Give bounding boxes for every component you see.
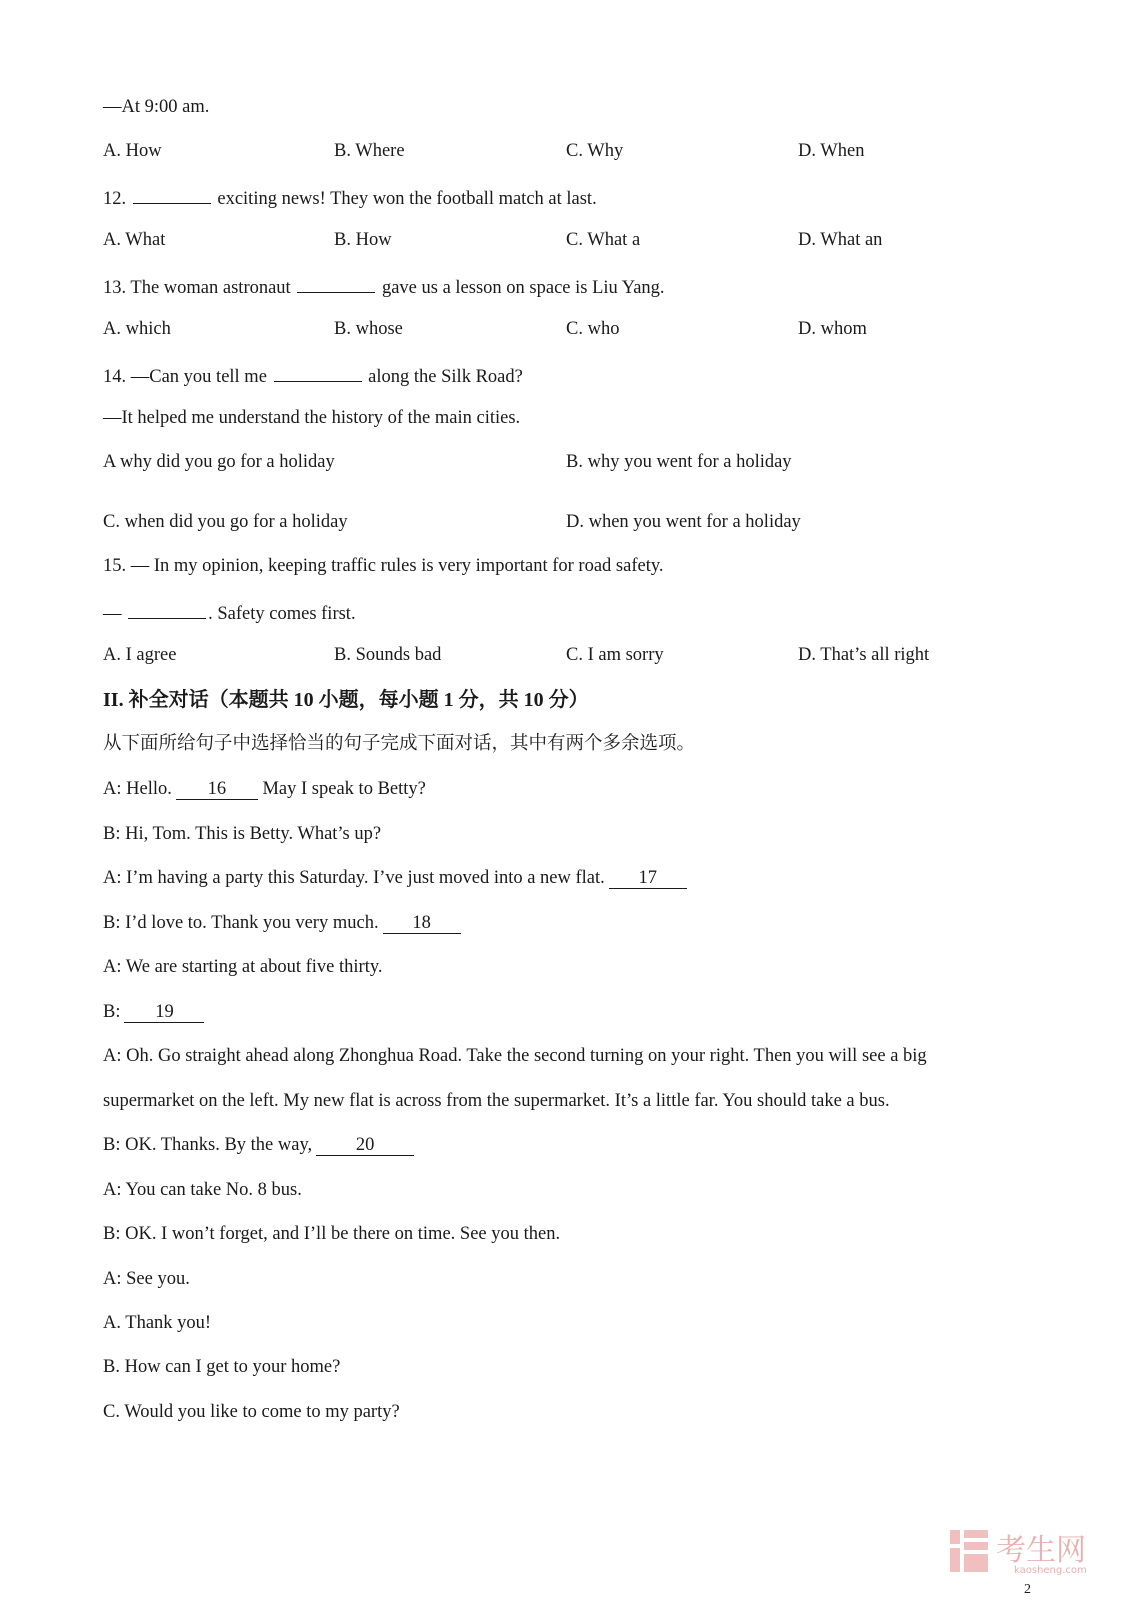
- section-instruction: 从下面所给句子中选择恰当的句子完成下面对话，其中有两个多余选项。: [103, 734, 696, 754]
- dialogue-line-4-pre: B: I’d love to. Thank you very much.: [103, 913, 379, 933]
- q11-option-c: C. Why: [566, 141, 624, 161]
- dialogue-line-4: [103, 914, 461, 934]
- watermark-logo: [948, 1528, 1108, 1576]
- q14-pre: 14. —Can you tell me: [103, 367, 267, 387]
- q11-answer-line: —At 9:00 am.: [103, 97, 210, 117]
- dialogue-line-1-pre: A: Hello.: [103, 779, 172, 799]
- q14-answer-line: —It helped me understand the history of the main cities.: [103, 408, 521, 428]
- q13-option-d: D. whom: [798, 319, 867, 339]
- q12-option-d: D. What an: [798, 230, 883, 250]
- q15-dash: —: [103, 604, 122, 624]
- q14-blank: [274, 365, 362, 382]
- dialogue-line-3: [103, 869, 687, 889]
- dialogue-line-6: [103, 1003, 204, 1023]
- blank-20: 20: [316, 1136, 414, 1156]
- q13-pre: 13. The woman astronaut: [103, 278, 291, 298]
- watermark-emblem-icon: [950, 1530, 988, 1572]
- q12-option-a: A. What: [103, 230, 166, 250]
- q13-option-c: C. who: [566, 319, 620, 339]
- q15-response: [103, 602, 356, 624]
- q14-option-d: D. when you went for a holiday: [566, 512, 801, 532]
- q13-post: gave us a lesson on space is Liu Yang.: [381, 278, 665, 298]
- q12-question: [103, 187, 597, 209]
- watermark-text: 考生网: [996, 1533, 1086, 1568]
- section-heading: II. 补全对话（本题共 10 小题，每小题 1 分，共 10 分）: [103, 689, 589, 711]
- q14-question: [103, 365, 523, 387]
- q13-option-b: B. whose: [334, 319, 403, 339]
- q15-option-a: A. I agree: [103, 645, 177, 665]
- blank-17: 17: [609, 869, 687, 889]
- q12-blank: [133, 187, 211, 204]
- choice-b: B. How can I get to your home?: [103, 1357, 341, 1377]
- choice-c: C. Would you like to come to my party?: [103, 1402, 400, 1422]
- q11-option-d: D. When: [798, 141, 865, 161]
- q14-option-a: A why did you go for a holiday: [103, 452, 335, 472]
- q12-option-b: B. How: [334, 230, 392, 250]
- q15-option-c: C. I am sorry: [566, 645, 664, 665]
- q14-option-c: C. when did you go for a holiday: [103, 512, 348, 532]
- dialogue-line-6-pre: B:: [103, 1002, 121, 1022]
- q12-option-c: C. What a: [566, 230, 641, 250]
- dialogue-line-7b: supermarket on the left. My new flat is across from the supermarket. It’s a little far. You should take a bus.: [103, 1091, 890, 1111]
- q15-blank: [128, 602, 206, 619]
- choice-a: A. Thank you!: [103, 1313, 212, 1333]
- q14-option-b: B. why you went for a holiday: [566, 452, 792, 472]
- dialogue-line-3-pre: A: I’m having a party this Saturday. I’ve just moved into a new flat.: [103, 868, 605, 888]
- dialogue-line-8: [103, 1136, 414, 1156]
- q13-blank: [297, 276, 375, 293]
- dialogue-line-1: [103, 780, 426, 800]
- page-number: 2: [1024, 1582, 1031, 1597]
- dialogue-line-1-post: May I speak to Betty?: [262, 779, 426, 799]
- q13-question: [103, 276, 665, 298]
- q15-option-d: D. That’s all right: [798, 645, 930, 665]
- q11-option-b: B. Where: [334, 141, 405, 161]
- q15-option-b: B. Sounds bad: [334, 645, 442, 665]
- q11-option-a: A. How: [103, 141, 162, 161]
- dialogue-line-9: A: You can take No. 8 bus.: [103, 1180, 302, 1200]
- blank-19: 19: [124, 1003, 204, 1023]
- blank-16: 16: [176, 780, 258, 800]
- q14-post: along the Silk Road?: [368, 367, 523, 387]
- q13-option-a: A. which: [103, 319, 171, 339]
- q15-post: . Safety comes first.: [208, 604, 356, 624]
- q12-text: exciting news! They won the football match at last.: [217, 189, 597, 209]
- dialogue-line-7a: A: Oh. Go straight ahead along Zhonghua Road. Take the second turning on your right. Then you will see a big: [103, 1046, 927, 1066]
- dialogue-line-11: A: See you.: [103, 1269, 190, 1289]
- q15-question: 15. — In my opinion, keeping traffic rules is very important for road safety.: [103, 556, 664, 576]
- dialogue-line-8-pre: B: OK. Thanks. By the way,: [103, 1135, 313, 1155]
- dialogue-line-10: B: OK. I won’t forget, and I’ll be there on time. See you then.: [103, 1224, 561, 1244]
- watermark-subtext: kaosheng.com: [1014, 1565, 1087, 1576]
- dialogue-line-2: B: Hi, Tom. This is Betty. What’s up?: [103, 824, 382, 844]
- q12-number: 12.: [103, 189, 127, 209]
- blank-18: 18: [383, 914, 461, 934]
- dialogue-line-5: A: We are starting at about five thirty.: [103, 957, 383, 977]
